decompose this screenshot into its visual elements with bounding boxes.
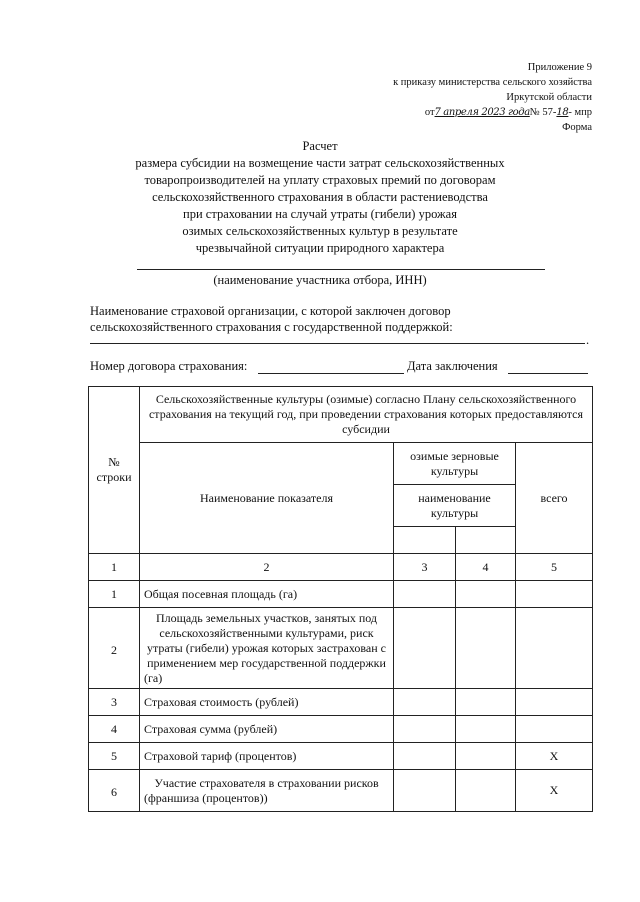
row-number: 6 [89, 770, 140, 812]
table-row [89, 716, 593, 743]
column-number: 3 [394, 554, 456, 581]
participant-caption: (наименование участника отбора, ИНН) [213, 273, 427, 287]
row-number: 2 [89, 608, 140, 689]
value-cell [456, 743, 516, 770]
value-cell [516, 716, 593, 743]
table-row [89, 581, 593, 608]
not-applicable-mark: X [516, 743, 593, 770]
value-cell [394, 743, 456, 770]
title-line: товаропроизводителей на уплату страховых премий по договорам [144, 173, 496, 187]
column-number: 2 [140, 554, 394, 581]
insurer-line-end: . [586, 333, 590, 347]
value-cell [394, 581, 456, 608]
value-cell [456, 689, 516, 716]
contract-date-label: Дата заключения [407, 359, 498, 373]
document-header [393, 60, 592, 135]
not-applicable-mark: X [516, 770, 593, 812]
row-number: 5 [89, 743, 140, 770]
title-line: чрезвычайной ситуации природного характера [195, 241, 445, 255]
value-cell [456, 770, 516, 812]
indicator-name: Участие страхователя в страховании рисков (франшиза (процентов)) [140, 770, 394, 812]
indicator-name: Страховая стоимость (рублей) [140, 689, 394, 716]
row-number: 3 [89, 689, 140, 716]
total-header: всего [516, 443, 593, 554]
value-cell [394, 608, 456, 689]
contract-number-label: Номер договора страхования: [90, 359, 248, 373]
title-line: Расчет [302, 139, 338, 153]
handwritten-date: 7 апреля 2023 года [434, 107, 530, 118]
value-cell [516, 581, 593, 608]
contract-number-fill-line [258, 372, 404, 374]
indicator-name: Общая посевная площадь (га) [140, 581, 394, 608]
insurer-fill-line [90, 342, 585, 344]
title-line: при страховании на случай утраты (гибели) урожая [183, 207, 457, 221]
column-number: 1 [89, 554, 140, 581]
table-row [89, 689, 593, 716]
title-line: сельскохозяйственного страхования в области растениеводства [152, 190, 488, 204]
crop-name-cell [456, 527, 516, 554]
value-cell [456, 716, 516, 743]
table-row [89, 608, 593, 689]
value-cell [516, 608, 593, 689]
value-cell [456, 608, 516, 689]
column-number-row [89, 554, 593, 581]
table-row [89, 770, 593, 812]
crops-header: Сельскохозяйственные культуры (озимые) согласно Плану сельскохозяйственного страхования на текущий год, при проведении страхования которых предоставляются субсидии [140, 387, 593, 443]
insurer-label: Наименование страховой организации, с которой заключен договор сельскохозяйственного страхования с государственной поддержкой: [90, 304, 453, 334]
row-number: 1 [89, 581, 140, 608]
value-cell [394, 689, 456, 716]
calculation-table [88, 386, 593, 812]
column-number: 4 [456, 554, 516, 581]
participant-fill-line [137, 268, 545, 270]
winter-grain-header: озимые зерновые культуры [394, 443, 516, 485]
crop-name-header: наименование культуры [394, 485, 516, 527]
order-line: к приказу министерства сельского хозяйства [393, 77, 592, 88]
row-number: 4 [89, 716, 140, 743]
value-cell [394, 770, 456, 812]
row-number-header: № строки [89, 387, 140, 554]
value-cell [516, 689, 593, 716]
form-label: Форма [562, 122, 592, 133]
indicator-name: Страховая сумма (рублей) [140, 716, 394, 743]
table-row [89, 743, 593, 770]
contract-date-fill-line [508, 372, 588, 374]
appendix-label: Приложение 9 [527, 62, 592, 73]
document-title [0, 138, 640, 257]
value-cell [394, 716, 456, 743]
title-line: озимых сельскохозяйственных культур в результате [182, 224, 458, 238]
indicator-header: Наименование показателя [140, 443, 394, 554]
indicator-name: Площадь земельных участков, занятых под сельскохозяйственными культурами, риск утраты (гибели) урожая которых застрахован с применением мер государственной поддержки (га) [140, 608, 394, 689]
indicator-name: Страховой тариф (процентов) [140, 743, 394, 770]
region-line: Иркутской области [506, 92, 592, 103]
column-number: 5 [516, 554, 593, 581]
value-cell [456, 581, 516, 608]
crop-name-cell [394, 527, 456, 554]
order-number-line: от7 апреля 2023 года№ 57-18- мпр [424, 107, 592, 118]
handwritten-number: 18 [556, 107, 569, 118]
title-line: размера субсидии на возмещение части затрат сельскохозяйственных [135, 156, 505, 170]
